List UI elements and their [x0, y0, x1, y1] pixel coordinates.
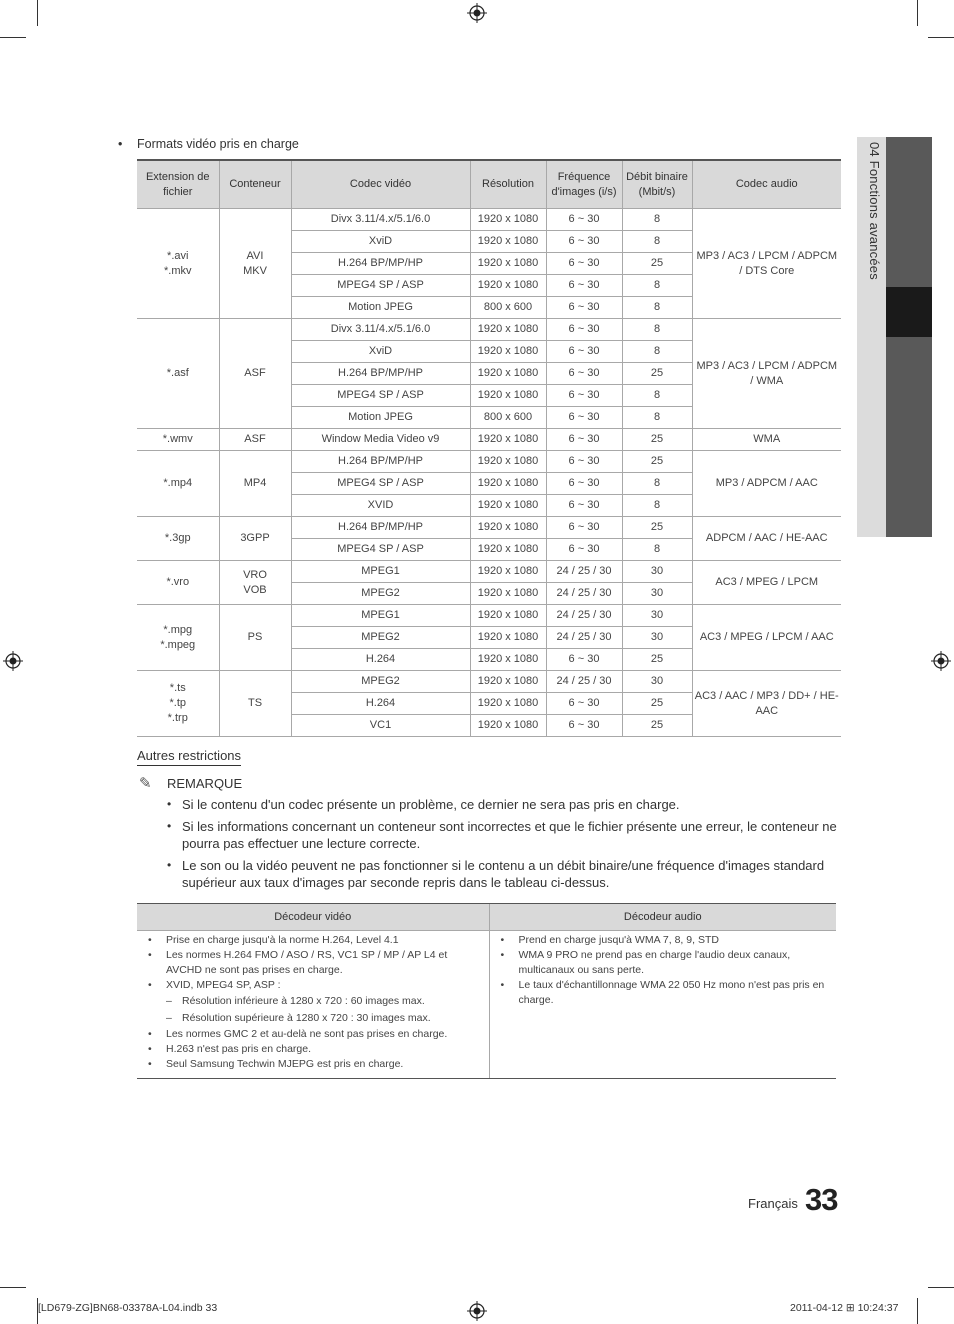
resolution-cell: 1920 x 1080 [470, 649, 546, 671]
bitrate-cell: 30 [622, 605, 692, 627]
frame-rate-cell: 6 ~ 30 [546, 407, 622, 429]
video-codec-cell: H.264 [291, 693, 470, 715]
audio-codec-cell: WMA [692, 429, 841, 451]
resolution-cell: 1920 x 1080 [470, 473, 546, 495]
bitrate-cell: 8 [622, 473, 692, 495]
container-cell: 3GPP [219, 517, 291, 561]
frame-rate-cell: 24 / 25 / 30 [546, 671, 622, 693]
video-codec-cell: Window Media Video v9 [291, 429, 470, 451]
video-codec-cell: H.264 BP/MP/HP [291, 253, 470, 275]
container-cell: VRO VOB [219, 561, 291, 605]
note-label: REMARQUE [167, 776, 243, 791]
bitrate-cell: 25 [622, 693, 692, 715]
section-intro [118, 137, 299, 151]
bitrate-cell: 25 [622, 363, 692, 385]
list-item: – Résolution inférieure à 1280 x 720 : 60 images max. [145, 993, 481, 1010]
video-decoder-cell [137, 931, 489, 1079]
list-item: • WMA 9 PRO ne prend pas en charge l'audio deux canaux, multicanaux ou sans perte. [498, 948, 829, 978]
frame-rate-cell: 6 ~ 30 [546, 209, 622, 231]
bitrate-cell: 25 [622, 517, 692, 539]
crop-mark [917, 0, 918, 26]
list-item: • XVID, MPEG4 SP, ASP : [145, 978, 481, 993]
frame-rate-cell: 6 ~ 30 [546, 473, 622, 495]
crop-mark [917, 1298, 918, 1324]
bitrate-cell: 25 [622, 649, 692, 671]
print-file-info: [LD679-ZG]BN68-03378A-L04.indb 33 [38, 1302, 218, 1314]
frame-rate-cell: 6 ~ 30 [546, 253, 622, 275]
crop-mark [928, 37, 954, 38]
bitrate-cell: 30 [622, 671, 692, 693]
resolution-cell: 1920 x 1080 [470, 671, 546, 693]
video-codec-cell: MPEG4 SP / ASP [291, 385, 470, 407]
bitrate-cell: 25 [622, 715, 692, 737]
container-cell: ASF [219, 429, 291, 451]
video-codec-cell: H.264 BP/MP/HP [291, 363, 470, 385]
column-header: Extension de fichier [137, 160, 219, 209]
table-header-row [137, 160, 841, 209]
side-tab-strip [886, 137, 932, 537]
extension-cell: *.vro [137, 561, 219, 605]
video-codec-cell: H.264 [291, 649, 470, 671]
container-cell: AVI MKV [219, 209, 291, 319]
frame-rate-cell: 24 / 25 / 30 [546, 605, 622, 627]
resolution-cell: 1920 x 1080 [470, 517, 546, 539]
container-cell: TS [219, 671, 291, 737]
bitrate-cell: 8 [622, 297, 692, 319]
bitrate-cell: 8 [622, 495, 692, 517]
section-title: Autres restrictions [137, 748, 241, 766]
video-codec-cell: MPEG2 [291, 671, 470, 693]
resolution-cell: 1920 x 1080 [470, 429, 546, 451]
resolution-cell: 1920 x 1080 [470, 385, 546, 407]
frame-rate-cell: 6 ~ 30 [546, 451, 622, 473]
video-codec-cell: MPEG4 SP / ASP [291, 275, 470, 297]
video-codec-cell: Divx 3.11/4.x/5.1/6.0 [291, 319, 470, 341]
resolution-cell: 1920 x 1080 [470, 319, 546, 341]
registration-mark-icon [3, 651, 23, 671]
column-header: Conteneur [219, 160, 291, 209]
pencil-icon: ✎ [139, 775, 152, 792]
video-codec-cell: MPEG2 [291, 627, 470, 649]
video-codec-cell: H.264 BP/MP/HP [291, 517, 470, 539]
resolution-cell: 1920 x 1080 [470, 451, 546, 473]
table-row [137, 561, 841, 583]
audio-decoder-list [498, 933, 829, 1008]
extension-cell: *.mpg *.mpeg [137, 605, 219, 671]
audio-codec-cell: AC3 / MPEG / LPCM [692, 561, 841, 605]
resolution-cell: 1920 x 1080 [470, 539, 546, 561]
frame-rate-cell: 6 ~ 30 [546, 495, 622, 517]
video-codec-cell: Motion JPEG [291, 297, 470, 319]
video-codec-cell: XviD [291, 341, 470, 363]
bitrate-cell: 8 [622, 385, 692, 407]
frame-rate-cell: 24 / 25 / 30 [546, 627, 622, 649]
extension-cell: *.ts *.tp *.trp [137, 671, 219, 737]
extension-cell: *.mp4 [137, 451, 219, 517]
video-codec-cell: XVID [291, 495, 470, 517]
note-heading [139, 774, 242, 792]
side-tab-active-marker [886, 287, 932, 337]
footer-language: Français [748, 1196, 798, 1211]
extension-cell: *.asf [137, 319, 219, 429]
table-row [137, 671, 841, 693]
video-codec-cell: Divx 3.11/4.x/5.1/6.0 [291, 209, 470, 231]
column-header: Fréquence d'images (i/s) [546, 160, 622, 209]
table-row [137, 931, 836, 1079]
container-cell: MP4 [219, 451, 291, 517]
audio-codec-cell: ADPCM / AAC / HE-AAC [692, 517, 841, 561]
bitrate-cell: 8 [622, 341, 692, 363]
frame-rate-cell: 6 ~ 30 [546, 649, 622, 671]
list-item: • Seul Samsung Techwin MJEPG est pris en charge. [145, 1057, 481, 1072]
extension-cell: *.wmv [137, 429, 219, 451]
video-codec-cell: VC1 [291, 715, 470, 737]
audio-decoder-header: Décodeur audio [489, 904, 836, 931]
frame-rate-cell: 6 ~ 30 [546, 539, 622, 561]
crop-mark [0, 1287, 26, 1288]
video-codec-cell: H.264 BP/MP/HP [291, 451, 470, 473]
intro-text: Formats vidéo pris en charge [137, 137, 299, 151]
bitrate-cell: 25 [622, 429, 692, 451]
frame-rate-cell: 6 ~ 30 [546, 363, 622, 385]
bitrate-cell: 30 [622, 583, 692, 605]
frame-rate-cell: 6 ~ 30 [546, 715, 622, 737]
frame-rate-cell: 6 ~ 30 [546, 385, 622, 407]
resolution-cell: 1920 x 1080 [470, 231, 546, 253]
print-date-info: 2011-04-12 ⊞ 10:24:37 [790, 1302, 899, 1314]
registration-mark-icon [931, 651, 951, 671]
bitrate-cell: 8 [622, 231, 692, 253]
frame-rate-cell: 24 / 25 / 30 [546, 561, 622, 583]
resolution-cell: 1920 x 1080 [470, 605, 546, 627]
resolution-cell: 800 x 600 [470, 297, 546, 319]
table-row [137, 605, 841, 627]
audio-codec-cell: AC3 / MPEG / LPCM / AAC [692, 605, 841, 671]
container-cell: PS [219, 605, 291, 671]
video-decoder-list [145, 933, 481, 1072]
container-cell: ASF [219, 319, 291, 429]
video-codec-cell: MPEG1 [291, 561, 470, 583]
frame-rate-cell: 6 ~ 30 [546, 341, 622, 363]
list-item: • Prise en charge jusqu'à la norme H.264, Level 4.1 [145, 933, 481, 948]
audio-codec-cell: MP3 / AC3 / LPCM / ADPCM / DTS Core [692, 209, 841, 319]
notes-list [165, 796, 845, 896]
decoders-table [137, 903, 836, 1079]
page-number: 33 [805, 1182, 838, 1217]
resolution-cell: 1920 x 1080 [470, 583, 546, 605]
audio-decoder-cell [489, 931, 836, 1079]
resolution-cell: 1920 x 1080 [470, 341, 546, 363]
frame-rate-cell: 6 ~ 30 [546, 319, 622, 341]
table-header-row [137, 904, 836, 931]
crop-mark [0, 37, 26, 38]
extension-cell: *.3gp [137, 517, 219, 561]
bitrate-cell: 8 [622, 539, 692, 561]
video-decoder-header: Décodeur vidéo [137, 904, 489, 931]
video-codec-cell: MPEG2 [291, 583, 470, 605]
list-item: • Si le contenu d'un codec présente un problème, ce dernier ne sera pas pris en charge. [165, 796, 845, 813]
extension-cell: *.avi *.mkv [137, 209, 219, 319]
resolution-cell: 1920 x 1080 [470, 209, 546, 231]
column-header: Débit binaire (Mbit/s) [622, 160, 692, 209]
column-header: Codec vidéo [291, 160, 470, 209]
bullet: • [118, 137, 123, 151]
crop-mark [928, 1287, 954, 1288]
bitrate-cell: 8 [622, 209, 692, 231]
resolution-cell: 1920 x 1080 [470, 561, 546, 583]
frame-rate-cell: 24 / 25 / 30 [546, 583, 622, 605]
registration-mark-icon [467, 1301, 487, 1321]
registration-mark-icon [467, 3, 487, 23]
video-codec-cell: MPEG1 [291, 605, 470, 627]
bitrate-cell: 8 [622, 407, 692, 429]
frame-rate-cell: 6 ~ 30 [546, 429, 622, 451]
resolution-cell: 1920 x 1080 [470, 363, 546, 385]
table-row [137, 429, 841, 451]
table-row [137, 209, 841, 231]
frame-rate-cell: 6 ~ 30 [546, 297, 622, 319]
bitrate-cell: 8 [622, 275, 692, 297]
bitrate-cell: 25 [622, 451, 692, 473]
video-codec-cell: MPEG4 SP / ASP [291, 473, 470, 495]
table-row [137, 451, 841, 473]
bitrate-cell: 30 [622, 561, 692, 583]
audio-codec-cell: MP3 / ADPCM / AAC [692, 451, 841, 517]
list-item: • Les normes H.264 FMO / ASO / RS, VC1 SP / MP / AP L4 et AVCHD ne sont pas prises en charge. [145, 948, 481, 978]
video-formats-table [137, 159, 841, 737]
video-codec-cell: MPEG4 SP / ASP [291, 539, 470, 561]
list-item: • Prend en charge jusqu'à WMA 7, 8, 9, STD [498, 933, 829, 948]
table-row [137, 319, 841, 341]
frame-rate-cell: 6 ~ 30 [546, 231, 622, 253]
audio-codec-cell: AC3 / AAC / MP3 / DD+ / HE-AAC [692, 671, 841, 737]
list-item: • Si les informations concernant un conteneur sont incorrectes et que le fichier présente une erreur, le conteneur ne pourra pas effectuer une lecture correcte. [165, 818, 845, 852]
bitrate-cell: 25 [622, 253, 692, 275]
video-codec-cell: Motion JPEG [291, 407, 470, 429]
chapter-label: 04 Fonctions avancées [867, 142, 882, 280]
list-item: • Le son ou la vidéo peuvent ne pas fonctionner si le contenu a un débit binaire/une fréquence d'images standard supérieur aux taux d'images par seconde repris dans le tableau ci-dessus. [165, 857, 845, 891]
list-item: – Résolution supérieure à 1280 x 720 : 30 images max. [145, 1010, 481, 1027]
table-row [137, 517, 841, 539]
resolution-cell: 800 x 600 [470, 407, 546, 429]
frame-rate-cell: 6 ~ 30 [546, 517, 622, 539]
bitrate-cell: 8 [622, 319, 692, 341]
resolution-cell: 1920 x 1080 [470, 495, 546, 517]
resolution-cell: 1920 x 1080 [470, 693, 546, 715]
column-header: Codec audio [692, 160, 841, 209]
audio-codec-cell: MP3 / AC3 / LPCM / ADPCM / WMA [692, 319, 841, 429]
resolution-cell: 1920 x 1080 [470, 627, 546, 649]
resolution-cell: 1920 x 1080 [470, 253, 546, 275]
resolution-cell: 1920 x 1080 [470, 275, 546, 297]
list-item: • Le taux d'échantillonnage WMA 22 050 Hz mono n'est pas pris en charge. [498, 978, 829, 1008]
crop-mark [37, 0, 38, 26]
bitrate-cell: 30 [622, 627, 692, 649]
frame-rate-cell: 6 ~ 30 [546, 275, 622, 297]
video-codec-cell: XviD [291, 231, 470, 253]
table-body [137, 209, 841, 737]
resolution-cell: 1920 x 1080 [470, 715, 546, 737]
list-item: • Les normes GMC 2 et au-delà ne sont pas prises en charge. [145, 1027, 481, 1042]
frame-rate-cell: 6 ~ 30 [546, 693, 622, 715]
list-item: • H.263 n'est pas pris en charge. [145, 1042, 481, 1057]
column-header: Résolution [470, 160, 546, 209]
